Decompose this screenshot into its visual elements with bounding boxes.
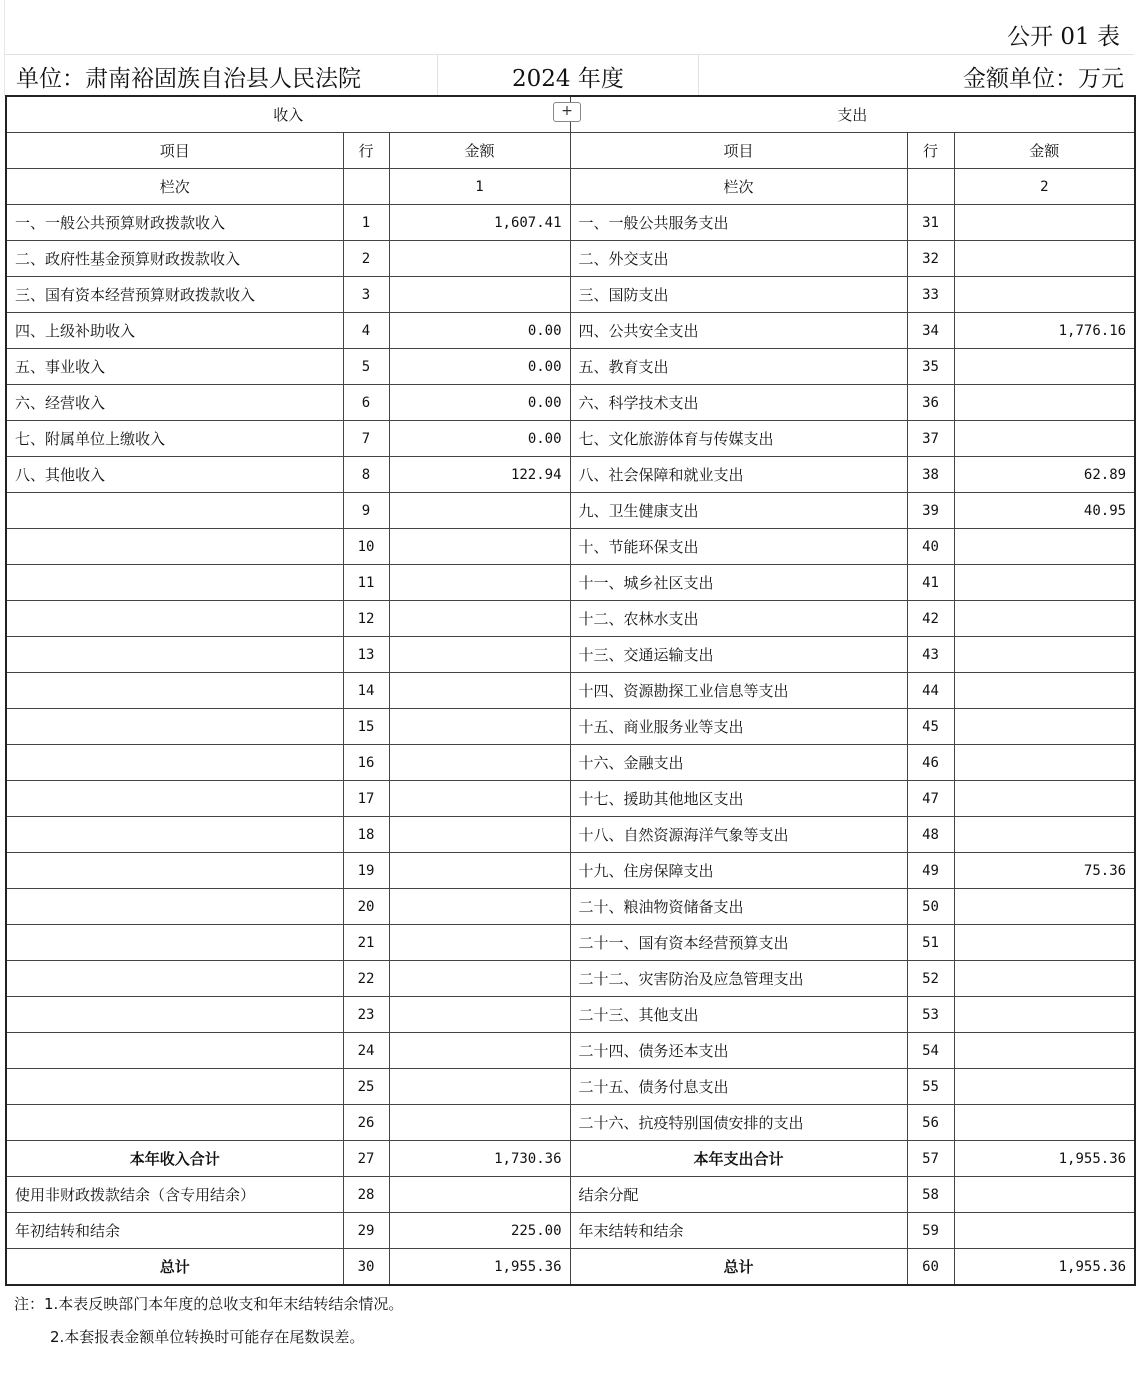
expense-item-cell: 六、科学技术支出 — [570, 385, 907, 421]
expense-item-cell: 三、国防支出 — [570, 277, 907, 313]
expense-line-cell: 33 — [907, 277, 954, 313]
table-row — [6, 925, 1135, 961]
income-amount-cell: 1,607.41 — [389, 205, 570, 241]
expense-item-cell: 总计 — [570, 1249, 907, 1286]
expense-line-cell: 60 — [907, 1249, 954, 1286]
expense-amount-cell — [954, 241, 1135, 277]
expense-ordinal-label: 栏次 — [570, 169, 907, 205]
income-amount-cell — [389, 745, 570, 781]
income-amount-cell — [389, 493, 570, 529]
income-item-cell — [6, 1069, 343, 1105]
income-line-cell: 19 — [343, 853, 389, 889]
income-amount-cell — [389, 709, 570, 745]
expense-amount-cell — [954, 637, 1135, 673]
expense-section-title: 支出 — [570, 96, 1135, 133]
table-row — [6, 205, 1135, 241]
expense-amount-cell — [954, 925, 1135, 961]
expense-line-cell: 50 — [907, 889, 954, 925]
expense-line-cell: 36 — [907, 385, 954, 421]
expense-amount-header: 金额 — [954, 133, 1135, 169]
income-item-cell: 六、经营收入 — [6, 385, 343, 421]
income-item-cell — [6, 565, 343, 601]
expense-amount-cell — [954, 997, 1135, 1033]
expand-button[interactable]: + — [553, 102, 581, 122]
column-number-row — [6, 169, 1135, 205]
expense-amount-cell — [954, 385, 1135, 421]
income-item-cell — [6, 745, 343, 781]
table-row — [6, 565, 1135, 601]
table-row — [6, 493, 1135, 529]
expense-line-cell: 41 — [907, 565, 954, 601]
income-line-cell: 21 — [343, 925, 389, 961]
expense-item-cell: 十九、住房保障支出 — [570, 853, 907, 889]
expense-amount-cell: 40.95 — [954, 493, 1135, 529]
income-item-cell — [6, 637, 343, 673]
table-row — [6, 529, 1135, 565]
income-amount-cell — [389, 817, 570, 853]
expense-item-cell: 十七、援助其他地区支出 — [570, 781, 907, 817]
income-amount-cell — [389, 277, 570, 313]
expense-line-cell: 55 — [907, 1069, 954, 1105]
expense-amount-cell — [954, 529, 1135, 565]
table-row — [6, 313, 1135, 349]
income-item-cell: 年初结转和结余 — [6, 1213, 343, 1249]
income-line-cell: 4 — [343, 313, 389, 349]
income-item-cell — [6, 493, 343, 529]
table-row — [6, 745, 1135, 781]
income-amount-cell — [389, 1105, 570, 1141]
expense-item-cell: 十、节能环保支出 — [570, 529, 907, 565]
expense-line-cell: 32 — [907, 241, 954, 277]
income-item-cell — [6, 673, 343, 709]
empty-cell — [907, 169, 954, 205]
expense-line-header: 行 — [907, 133, 954, 169]
expense-line-cell: 38 — [907, 457, 954, 493]
form-number: 公开 01 表 — [1007, 24, 1120, 50]
expense-line-cell: 31 — [907, 205, 954, 241]
income-line-cell: 12 — [343, 601, 389, 637]
table-row — [6, 457, 1135, 493]
table-row — [6, 1213, 1135, 1249]
expense-item-cell: 四、公共安全支出 — [570, 313, 907, 349]
income-line-cell: 23 — [343, 997, 389, 1033]
reporting-unit: 单位：肃南裕固族自治县人民法院 — [16, 66, 361, 92]
table-row — [6, 709, 1135, 745]
expense-item-cell: 二十一、国有资本经营预算支出 — [570, 925, 907, 961]
expense-item-cell: 九、卫生健康支出 — [570, 493, 907, 529]
table-row — [6, 637, 1135, 673]
income-line-cell: 26 — [343, 1105, 389, 1141]
income-amount-cell — [389, 565, 570, 601]
income-line-cell: 10 — [343, 529, 389, 565]
expense-amount-cell: 75.36 — [954, 853, 1135, 889]
income-line-header: 行 — [343, 133, 389, 169]
expense-item-cell: 二十六、抗疫特别国债安排的支出 — [570, 1105, 907, 1141]
income-amount-cell — [389, 889, 570, 925]
income-item-cell — [6, 961, 343, 997]
expense-item-cell: 十五、商业服务业等支出 — [570, 709, 907, 745]
income-amount-cell: 0.00 — [389, 385, 570, 421]
income-item-cell: 三、国有资本经营预算财政拨款收入 — [6, 277, 343, 313]
expense-item-cell: 二十三、其他支出 — [570, 997, 907, 1033]
empty-cell — [343, 169, 389, 205]
income-item-cell — [6, 601, 343, 637]
income-item-cell — [6, 529, 343, 565]
income-line-cell: 13 — [343, 637, 389, 673]
table-row — [6, 1033, 1135, 1069]
expense-line-cell: 39 — [907, 493, 954, 529]
expense-amount-cell: 1,955.36 — [954, 1141, 1135, 1177]
money-unit: 金额单位：万元 — [963, 66, 1124, 92]
expense-line-cell: 57 — [907, 1141, 954, 1177]
expense-line-cell: 52 — [907, 961, 954, 997]
income-amount-cell — [389, 637, 570, 673]
income-line-cell: 3 — [343, 277, 389, 313]
income-amount-cell: 122.94 — [389, 457, 570, 493]
expense-item-cell: 十八、自然资源海洋气象等支出 — [570, 817, 907, 853]
table-row — [6, 1177, 1135, 1213]
expense-line-cell: 48 — [907, 817, 954, 853]
income-amount-cell: 0.00 — [389, 421, 570, 457]
income-item-cell — [6, 1105, 343, 1141]
cell-divider — [698, 55, 699, 95]
income-amount-cell: 225.00 — [389, 1213, 570, 1249]
table-row — [6, 961, 1135, 997]
expense-amount-cell — [954, 205, 1135, 241]
expense-amount-cell — [954, 1033, 1135, 1069]
expense-item-cell: 一、一般公共服务支出 — [570, 205, 907, 241]
income-item-cell: 四、上级补助收入 — [6, 313, 343, 349]
expense-amount-cell — [954, 889, 1135, 925]
report-year: 2024 年度 — [512, 66, 624, 92]
income-line-cell: 2 — [343, 241, 389, 277]
income-item-cell — [6, 817, 343, 853]
expense-line-cell: 35 — [907, 349, 954, 385]
expense-item-cell: 十一、城乡社区支出 — [570, 565, 907, 601]
income-line-cell: 7 — [343, 421, 389, 457]
expense-item-cell: 十六、金融支出 — [570, 745, 907, 781]
table-row — [6, 241, 1135, 277]
income-amount-header: 金额 — [389, 133, 570, 169]
expense-line-cell: 46 — [907, 745, 954, 781]
expense-item-cell: 年末结转和结余 — [570, 1213, 907, 1249]
income-amount-cell — [389, 997, 570, 1033]
expense-amount-cell — [954, 1177, 1135, 1213]
expense-amount-cell — [954, 709, 1135, 745]
expense-item-cell: 七、文化旅游体育与传媒支出 — [570, 421, 907, 457]
income-amount-cell: 0.00 — [389, 349, 570, 385]
income-amount-cell — [389, 781, 570, 817]
income-line-cell: 30 — [343, 1249, 389, 1286]
income-line-cell: 14 — [343, 673, 389, 709]
expense-item-cell: 十三、交通运输支出 — [570, 637, 907, 673]
footnotes — [14, 1288, 403, 1354]
expense-amount-cell: 62.89 — [954, 457, 1135, 493]
report-meta-row — [4, 54, 1134, 96]
income-line-cell: 9 — [343, 493, 389, 529]
expense-amount-cell — [954, 673, 1135, 709]
income-item-cell — [6, 853, 343, 889]
income-item-cell: 八、其他收入 — [6, 457, 343, 493]
expense-line-cell: 42 — [907, 601, 954, 637]
income-item-header: 项目 — [6, 133, 343, 169]
expense-item-cell: 二十、粮油物资储备支出 — [570, 889, 907, 925]
income-line-cell: 29 — [343, 1213, 389, 1249]
income-line-cell: 8 — [343, 457, 389, 493]
income-item-cell — [6, 1033, 343, 1069]
income-line-cell: 1 — [343, 205, 389, 241]
expense-item-cell: 十四、资源勘探工业信息等支出 — [570, 673, 907, 709]
expense-item-cell: 十二、农林水支出 — [570, 601, 907, 637]
total-row — [6, 1249, 1135, 1286]
income-line-cell: 22 — [343, 961, 389, 997]
expense-item-cell: 五、教育支出 — [570, 349, 907, 385]
income-line-cell: 25 — [343, 1069, 389, 1105]
expense-amount-cell: 1,955.36 — [954, 1249, 1135, 1286]
expense-line-cell: 53 — [907, 997, 954, 1033]
expense-line-cell: 59 — [907, 1213, 954, 1249]
income-line-cell: 18 — [343, 817, 389, 853]
expense-line-cell: 44 — [907, 673, 954, 709]
expense-item-cell: 二十二、灾害防治及应急管理支出 — [570, 961, 907, 997]
income-line-cell: 17 — [343, 781, 389, 817]
table-row — [6, 421, 1135, 457]
income-line-cell: 28 — [343, 1177, 389, 1213]
expense-amount-cell — [954, 277, 1135, 313]
income-item-cell — [6, 997, 343, 1033]
table-row — [6, 853, 1135, 889]
expense-amount-cell — [954, 349, 1135, 385]
income-amount-cell: 1,730.36 — [389, 1141, 570, 1177]
expense-item-cell: 八、社会保障和就业支出 — [570, 457, 907, 493]
expense-item-cell: 二、外交支出 — [570, 241, 907, 277]
expense-item-cell: 结余分配 — [570, 1177, 907, 1213]
report-header — [4, 0, 1134, 95]
income-amount-cell: 0.00 — [389, 313, 570, 349]
expense-item-cell: 二十四、债务还本支出 — [570, 1033, 907, 1069]
income-line-cell: 6 — [343, 385, 389, 421]
income-amount-cell — [389, 1177, 570, 1213]
expense-line-cell: 40 — [907, 529, 954, 565]
expense-amount-cell — [954, 961, 1135, 997]
income-item-cell: 总计 — [6, 1249, 343, 1286]
income-ordinal-label: 栏次 — [6, 169, 343, 205]
expense-line-cell: 37 — [907, 421, 954, 457]
income-line-cell: 27 — [343, 1141, 389, 1177]
expense-amount-cell: 1,776.16 — [954, 313, 1135, 349]
income-amount-cell — [389, 673, 570, 709]
expense-amount-cell — [954, 601, 1135, 637]
expense-line-cell: 58 — [907, 1177, 954, 1213]
expense-line-cell: 34 — [907, 313, 954, 349]
income-amount-cell — [389, 529, 570, 565]
income-amount-cell — [389, 961, 570, 997]
table-row — [6, 673, 1135, 709]
income-line-cell: 24 — [343, 1033, 389, 1069]
table-row — [6, 1069, 1135, 1105]
expense-amount-cell — [954, 1213, 1135, 1249]
table-row — [6, 889, 1135, 925]
table-row — [6, 277, 1135, 313]
income-item-cell — [6, 781, 343, 817]
income-expense-table — [5, 95, 1136, 1286]
table-row — [6, 781, 1135, 817]
income-item-cell: 五、事业收入 — [6, 349, 343, 385]
table-row — [6, 817, 1135, 853]
expense-amount-cell — [954, 565, 1135, 601]
expense-amount-cell — [954, 1069, 1135, 1105]
expense-line-cell: 43 — [907, 637, 954, 673]
income-item-cell: 二、政府性基金预算财政拨款收入 — [6, 241, 343, 277]
note-2: 2.本套报表金额单位转换时可能存在尾数误差。 — [50, 1328, 365, 1346]
expense-amount-cell — [954, 745, 1135, 781]
table-row — [6, 997, 1135, 1033]
expense-item-cell: 本年支出合计 — [570, 1141, 907, 1177]
income-line-cell: 15 — [343, 709, 389, 745]
income-amount-cell — [389, 601, 570, 637]
income-line-cell: 11 — [343, 565, 389, 601]
table-row — [6, 385, 1135, 421]
income-section-title: 收入 — [6, 96, 570, 133]
table-row — [6, 1105, 1135, 1141]
income-item-cell: 本年收入合计 — [6, 1141, 343, 1177]
income-line-cell: 20 — [343, 889, 389, 925]
expense-line-cell: 49 — [907, 853, 954, 889]
expense-item-cell: 二十五、债务付息支出 — [570, 1069, 907, 1105]
income-amount-cell — [389, 1033, 570, 1069]
expense-line-cell: 45 — [907, 709, 954, 745]
income-amount-cell: 1,955.36 — [389, 1249, 570, 1286]
income-item-cell: 一、一般公共预算财政拨款收入 — [6, 205, 343, 241]
income-item-cell: 使用非财政拨款结余（含专用结余） — [6, 1177, 343, 1213]
note-1: 注：1.本表反映部门本年度的总收支和年末结转结余情况。 — [14, 1295, 404, 1313]
expense-line-cell: 47 — [907, 781, 954, 817]
expense-line-cell: 51 — [907, 925, 954, 961]
income-line-cell: 5 — [343, 349, 389, 385]
income-item-cell — [6, 709, 343, 745]
income-amount-cell — [389, 853, 570, 889]
income-amount-cell — [389, 241, 570, 277]
income-amount-cell — [389, 1069, 570, 1105]
expense-amount-cell — [954, 1105, 1135, 1141]
subtotal-row — [6, 1141, 1135, 1177]
income-item-cell — [6, 889, 343, 925]
expense-amount-cell — [954, 817, 1135, 853]
table-row — [6, 349, 1135, 385]
income-line-cell: 16 — [343, 745, 389, 781]
expense-amount-cell — [954, 781, 1135, 817]
expense-item-header: 项目 — [570, 133, 907, 169]
income-amount-cell — [389, 925, 570, 961]
expense-column-number: 2 — [954, 169, 1135, 205]
income-item-cell — [6, 925, 343, 961]
cell-divider — [437, 55, 438, 95]
expense-line-cell: 56 — [907, 1105, 954, 1141]
income-column-number: 1 — [389, 169, 570, 205]
income-item-cell: 七、附属单位上缴收入 — [6, 421, 343, 457]
expense-amount-cell — [954, 421, 1135, 457]
column-header-row — [6, 133, 1135, 169]
expense-line-cell: 54 — [907, 1033, 954, 1069]
table-row — [6, 601, 1135, 637]
